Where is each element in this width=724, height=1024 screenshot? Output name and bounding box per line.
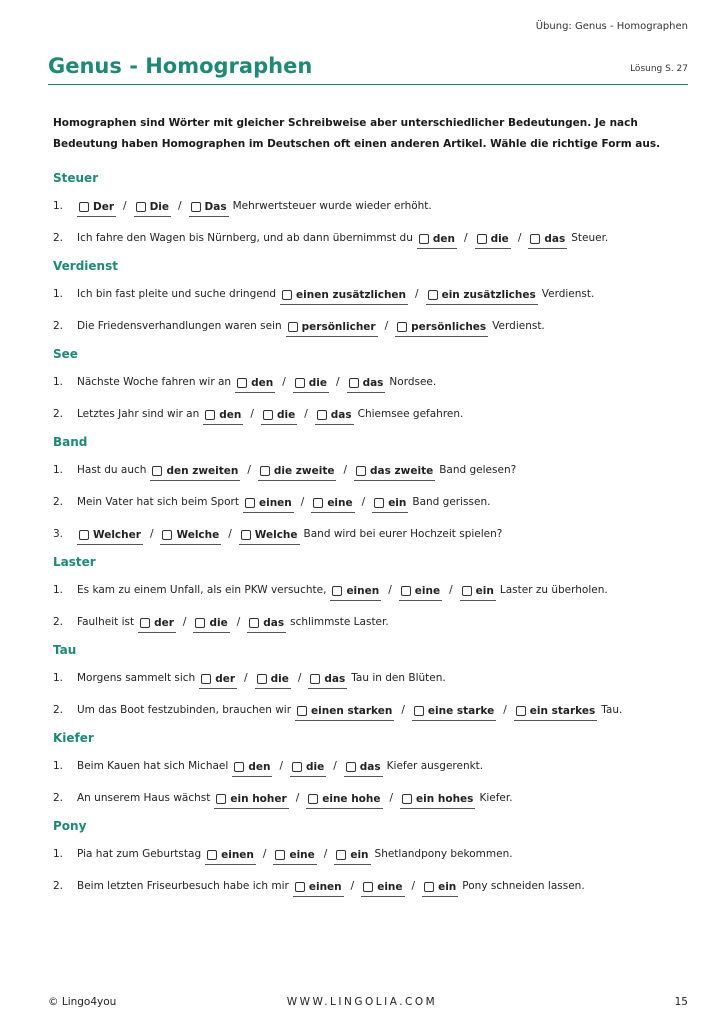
option-separator: / [323,848,328,860]
checkbox-icon [260,466,270,476]
answer-option[interactable] [514,705,597,721]
answer-option[interactable] [239,529,300,545]
checkbox-icon [349,378,359,388]
item-number: 2. [53,792,64,804]
option-separator: / [449,584,453,596]
intro-text: Homographen sind Wörter mit gleicher Schreibweise aber unterschiedlicher Bedeutungen. Je nach Bedeutung haben Homographen im Deutschen oft einen anderen Artikel. Wähle die richtige Form aus. [53,117,661,150]
checkbox-icon [292,762,302,772]
checkbox-icon [263,410,273,420]
sentence-end: Nordsee. [389,376,437,388]
sentence-end: Tau. [601,704,623,716]
option-label: einen [221,848,254,861]
item-number: 1. [53,760,64,772]
option-label: persönlicher [301,320,376,333]
section-steuer [53,166,693,254]
option-label: ein hohes [416,792,474,805]
option-separator: / [297,672,302,684]
item-number: 2. [53,320,64,332]
sentence-end: Steuer. [571,232,609,244]
section-title: Pony [53,819,87,833]
exercise-item [53,574,693,606]
answer-option[interactable] [232,761,272,777]
option-separator: / [262,848,267,860]
answer-option[interactable] [203,409,243,425]
section-band [53,430,693,550]
answer-option[interactable] [293,881,344,897]
footer-copyright: © Lingo4you [48,996,117,1008]
sentence-end: Kiefer. [479,792,513,804]
sentence-start: Letztes Jahr sind wir an [77,408,200,420]
checkbox-icon [282,290,292,300]
answer-option[interactable] [160,529,221,545]
checkbox-icon [308,794,318,804]
answer-option[interactable] [214,793,288,809]
option-separator: / [333,760,337,772]
answer-option[interactable] [280,289,408,305]
top-label: Übung: Genus - Homographen [535,21,688,32]
footer-website: WWW.LINGOLIA.COM [286,996,438,1008]
exercise-item [53,454,693,486]
option-label: einen zusätzlichen [296,288,407,301]
checkbox-icon [237,378,247,388]
answer-option[interactable] [330,585,381,601]
option-separator: / [247,464,251,476]
answer-option[interactable] [417,233,457,249]
option-label: eine [414,584,441,597]
answer-option[interactable] [395,321,488,337]
answer-option[interactable] [422,881,458,897]
option-label: den [432,232,456,245]
sentence-start: Die Friedensverhandlungen waren sein [77,320,282,332]
answer-option[interactable] [77,529,143,545]
sentence-start: Ich bin fast pleite und suche dringend [77,288,277,300]
sentence-start: Hast du auch [77,464,147,476]
checkbox-icon [530,234,540,244]
option-separator: / [384,320,389,332]
checkbox-icon [79,530,89,540]
answer-option[interactable] [293,377,329,393]
sentence-end: Verdienst. [492,320,545,332]
page-title: Genus - Homographen [48,54,313,78]
answer-option[interactable] [273,849,316,865]
section-title: Steuer [53,171,99,185]
sentence-start: Nächste Woche fahren wir an [77,376,232,388]
checkbox-icon [245,498,255,508]
option-separator: / [244,672,248,684]
option-label: eine [289,848,315,861]
section-see [53,342,693,430]
section-title: See [53,347,78,361]
option-label: ein starkes [529,704,596,717]
sentence-end: Band gelesen? [439,464,517,476]
checkbox-icon [162,530,172,540]
exercise-item [53,518,693,550]
checkbox-icon [216,794,226,804]
option-label: den [219,408,242,421]
checkbox-icon [346,762,356,772]
section-laster [53,550,693,638]
option-label: den [251,376,274,389]
item-number: 2. [53,496,64,508]
answer-option[interactable] [243,497,294,513]
sentence-start: Um das Boot festzubinden, brauchen wir [77,704,292,716]
answer-option[interactable] [399,585,442,601]
option-label: einen [258,496,292,509]
checkbox-icon [257,674,267,684]
option-label: eine [327,496,353,509]
sentence-start: An unserem Haus wächst [77,792,211,804]
option-separator: / [343,464,348,476]
checkbox-icon [310,674,320,684]
checkbox-icon [363,882,373,892]
section-kiefer [53,726,693,814]
option-separator: / [411,880,416,892]
checkbox-icon [295,882,305,892]
option-separator: / [517,232,522,244]
option-label: eine [377,880,403,893]
checkbox-icon [140,618,150,628]
option-label: das [324,672,346,685]
answer-option[interactable] [460,585,496,601]
option-label: die [209,616,228,629]
section-pony [53,814,693,902]
answer-option[interactable] [77,201,116,217]
option-label: das [359,760,381,773]
option-separator: / [295,792,300,804]
answer-option[interactable] [344,761,383,777]
answer-option[interactable] [189,201,229,217]
checkbox-icon [516,706,526,716]
answer-option[interactable] [261,409,297,425]
option-label: Welcher [93,528,141,541]
checkbox-icon [424,882,434,892]
answer-option[interactable] [255,673,291,689]
checkbox-icon [402,794,412,804]
answer-option[interactable] [426,289,538,305]
sentence-end: Laster zu überholen. [499,584,608,596]
sentence-start: Ich fahre den Wagen bis Nürnberg, und ab dann übernimmst du [77,232,413,244]
item-number: 1. [53,848,64,860]
page-number: 15 [674,996,688,1008]
exercise-item [53,190,693,222]
item-number: 2. [53,408,64,420]
item-number: 1. [53,376,64,388]
checkbox-icon [414,706,424,716]
checkbox-icon [207,850,217,860]
option-separator: / [250,408,254,420]
answer-option[interactable] [315,409,354,425]
answer-option[interactable] [311,497,354,513]
checkbox-icon [313,498,323,508]
option-label: ein [350,848,369,861]
section-title: Band [53,435,88,449]
exercise-list [53,166,693,902]
title-divider [48,84,688,85]
answer-option[interactable] [347,377,386,393]
checkbox-icon [201,674,211,684]
answer-option[interactable] [199,673,237,689]
sentence-start: Pia hat zum Geburtstag [77,848,202,860]
section-tau [53,638,693,726]
item-number: 1. [53,200,64,212]
item-number: 2. [53,232,64,244]
option-label: den [248,760,271,773]
checkbox-icon [249,618,259,628]
item-number: 2. [53,704,64,716]
option-label: Welche [254,528,298,541]
answer-option[interactable] [193,617,229,633]
option-separator: / [236,616,241,628]
option-separator: / [350,880,355,892]
option-separator: / [401,704,405,716]
sentence-end: Chiemsee gefahren. [357,408,464,420]
answer-option[interactable] [361,881,404,897]
option-separator: / [389,792,394,804]
exercise-item [53,606,693,638]
option-label: Welche [176,528,220,541]
answer-option[interactable] [334,849,370,865]
exercise-item [53,782,693,814]
sentence-start: Es kam zu einem Unfall, als ein PKW versuchte, [77,584,327,596]
option-label: die [490,232,509,245]
answer-option[interactable] [372,497,408,513]
option-label: das [362,376,384,389]
checkbox-icon [428,290,438,300]
option-label: einen [346,584,380,597]
option-separator: / [182,616,187,628]
exercise-item [53,694,693,726]
checkbox-icon [79,202,89,212]
answer-option[interactable] [295,705,394,721]
checkbox-icon [297,706,307,716]
option-label: ein [475,584,494,597]
option-label: die [276,408,296,421]
exercise-item [53,750,693,782]
item-number: 3. [53,528,64,540]
answer-option[interactable] [205,849,256,865]
option-label: die [305,760,325,773]
option-label: Der [93,200,115,213]
option-label: einen [308,880,342,893]
sentence-end: Shetlandpony bekommen. [374,848,513,860]
option-label: Die [149,200,169,213]
option-label: das zweite [370,464,434,477]
answer-option[interactable] [247,617,286,633]
option-label: das [263,616,285,629]
checkbox-icon [205,410,215,420]
answer-option[interactable] [354,465,435,481]
sentence-end: Band wird bei eurer Hochzeit spielen? [303,528,503,540]
option-label: die [270,672,289,685]
checkbox-icon [288,322,298,332]
option-label: einen starken [311,704,393,717]
option-label: eine starke [427,704,495,717]
answer-option[interactable] [400,793,475,809]
sentence-end: Verdienst. [541,288,595,300]
checkbox-icon [419,234,429,244]
checkbox-icon [477,234,487,244]
option-label: Das [204,200,227,213]
option-separator: / [282,376,286,388]
option-separator: / [123,200,127,212]
section-title: Laster [53,555,96,569]
answer-option[interactable] [475,233,511,249]
option-separator: / [178,200,182,212]
checkbox-icon [397,322,407,332]
answer-option[interactable] [258,465,337,481]
solution-reference: Lösung S. 27 [630,64,688,74]
option-label: der [215,672,236,685]
sentence-end: Tau in den Blüten. [351,672,446,684]
sentence-end: Pony schneiden lassen. [462,880,585,892]
exercise-item [53,366,693,398]
sentence-end: Kiefer ausgerenkt. [386,760,484,772]
exercise-item [53,398,693,430]
item-number: 2. [53,880,64,892]
option-label: das [330,408,352,421]
answer-option[interactable] [134,201,171,217]
item-number: 1. [53,672,64,684]
exercise-item [53,486,693,518]
option-label: die zweite [273,464,335,477]
section-title: Verdienst [53,259,118,273]
option-separator: / [149,528,154,540]
answer-option[interactable] [138,617,176,633]
checkbox-icon [401,586,411,596]
option-separator: / [388,584,392,596]
answer-option[interactable] [150,465,240,481]
option-label: den zweiten [166,464,239,477]
item-number: 1. [53,288,64,300]
answer-option[interactable] [308,673,347,689]
option-separator: / [336,376,340,388]
checkbox-icon [317,410,327,420]
option-separator: / [304,408,308,420]
option-label: die [308,376,328,389]
option-label: der [154,616,174,629]
exercise-item [53,222,693,254]
exercise-item [53,870,693,902]
checkbox-icon [356,466,366,476]
option-label: ein [438,880,457,893]
checkbox-icon [462,586,472,596]
item-number: 1. [53,584,64,596]
option-label: ein zusätzliches [441,288,536,301]
item-number: 1. [53,464,64,476]
sentence-end: Band gerissen. [412,496,491,508]
section-title: Kiefer [53,731,94,745]
sentence-start: Faulheit ist [77,616,135,628]
option-label: eine hohe [322,792,381,805]
checkbox-icon [275,850,285,860]
checkbox-icon [234,762,244,772]
section-title: Tau [53,643,77,657]
section-verdienst [53,254,693,342]
item-number: 2. [53,616,64,628]
exercise-item [53,278,693,310]
sentence-start: Beim Kauen hat sich Michael [77,760,229,772]
checkbox-icon [332,586,342,596]
option-separator: / [361,496,366,508]
option-label: das [544,232,566,245]
sentence-start: Mein Vater hat sich beim Sport [77,496,239,508]
sentence-start: Beim letzten Friseurbesuch habe ich mir [77,880,289,892]
checkbox-icon [374,498,384,508]
sentence-end: schlimmste Laster. [290,616,389,628]
checkbox-icon [136,202,146,212]
sentence-end: Mehrwertsteuer wurde wieder erhöht. [232,200,432,212]
checkbox-icon [191,202,201,212]
answer-option[interactable] [412,705,496,721]
option-label: ein [388,496,407,509]
checkbox-icon [336,850,346,860]
option-label: persönliches [411,320,487,333]
option-separator: / [228,528,232,540]
option-label: ein hoher [230,792,287,805]
option-separator: / [279,760,283,772]
answer-option[interactable] [306,793,382,809]
exercise-item [53,662,693,694]
option-separator: / [300,496,305,508]
exercise-item [53,310,693,342]
exercise-item [53,838,693,870]
checkbox-icon [295,378,305,388]
option-separator: / [415,288,419,300]
checkbox-icon [195,618,205,628]
option-separator: / [503,704,507,716]
answer-option[interactable] [290,761,326,777]
answer-option[interactable] [235,377,275,393]
checkbox-icon [152,466,162,476]
answer-option[interactable] [286,321,378,337]
sentence-start: Morgens sammelt sich [77,672,196,684]
option-separator: / [464,232,468,244]
answer-option[interactable] [528,233,567,249]
checkbox-icon [241,530,251,540]
